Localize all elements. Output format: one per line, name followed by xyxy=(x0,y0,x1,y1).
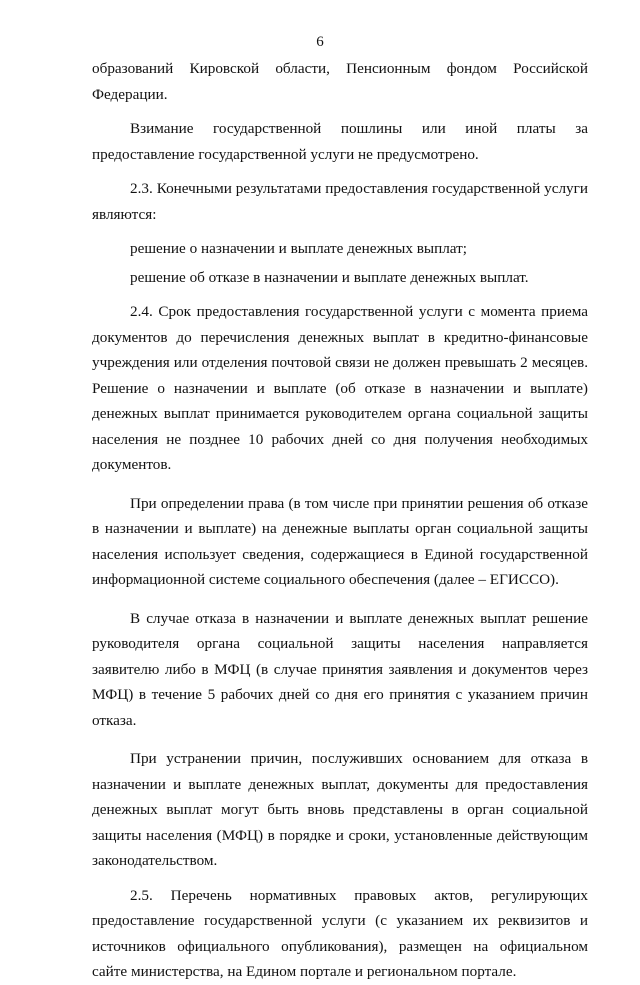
paragraph-line: Федерации. xyxy=(92,85,168,103)
paragraph-term: 2.4. Срок предоставления государственной услуги с момента приема документов до перечисления денежных выплат в кредитно-финансовые учреждения или отделения почтовой связи не должен превышать 2 месяцев. Решение о назначении и выплате (об отказе в назначении и выплате) денежных выплат принимается руководителем органа социальной защиты населения не позднее 10 рабочих дней со дня получения необходимых документов. xyxy=(92,303,588,473)
page-number: 6 xyxy=(316,34,324,50)
paragraph-refusal-notice: В случае отказа в назначении и выплате денежных выплат решение руководителя органа социальной защиты населения направляется заявителю либо в МФЦ (в случае принятия заявления и документов через МФЦ) в течение 5 рабочих дней со дня его принятия с указанием причин отказа. xyxy=(92,609,588,729)
paragraph-results xyxy=(92,176,588,227)
paragraph-line: являются: xyxy=(92,205,157,223)
document-body xyxy=(92,56,588,985)
paragraph-line: образований Кировской области, Пенсионным фондом Российской xyxy=(92,60,588,77)
paragraph-continuation xyxy=(92,56,588,107)
paragraph-resubmission: При устранении причин, послуживших основанием для отказа в назначении и выплате денежных выплат, документы для предоставления денежных выплат могут быть вновь представлены в орган социальной защиты населения (МФЦ) в порядке и сроки, установленные действующим законодательством. xyxy=(92,750,588,869)
paragraph-fee xyxy=(92,116,588,167)
list-item-refusal: решение об отказе в назначении и выплате денежных выплат. xyxy=(130,268,529,286)
list-item-decision: решение о назначении и выплате денежных выплат; xyxy=(130,240,468,257)
paragraph-line: 2.3. Конечными результатами предоставления государственной услуги xyxy=(130,180,588,197)
paragraph-egisso: При определении права (в том числе при принятии решения об отказе в назначении и выплате) на денежные выплаты орган социальной защиты населения использует сведения, содержащиеся в Единой государственной информационной системе социального обеспечения (далее – ЕГИССО). xyxy=(92,494,588,588)
paragraph-line: Взимание государственной пошлины или иной платы за xyxy=(130,120,588,137)
paragraph-line: предоставление государственной услуги не предусмотрено. xyxy=(92,145,479,163)
paragraph-legal-acts: 2.5. Перечень нормативных правовых актов, регулирующих предоставление государственной услуги (с указанием их реквизитов и источников официального опубликования), размещен на официальном сайте министерства, на Едином портале и региональном портале. xyxy=(92,886,588,980)
